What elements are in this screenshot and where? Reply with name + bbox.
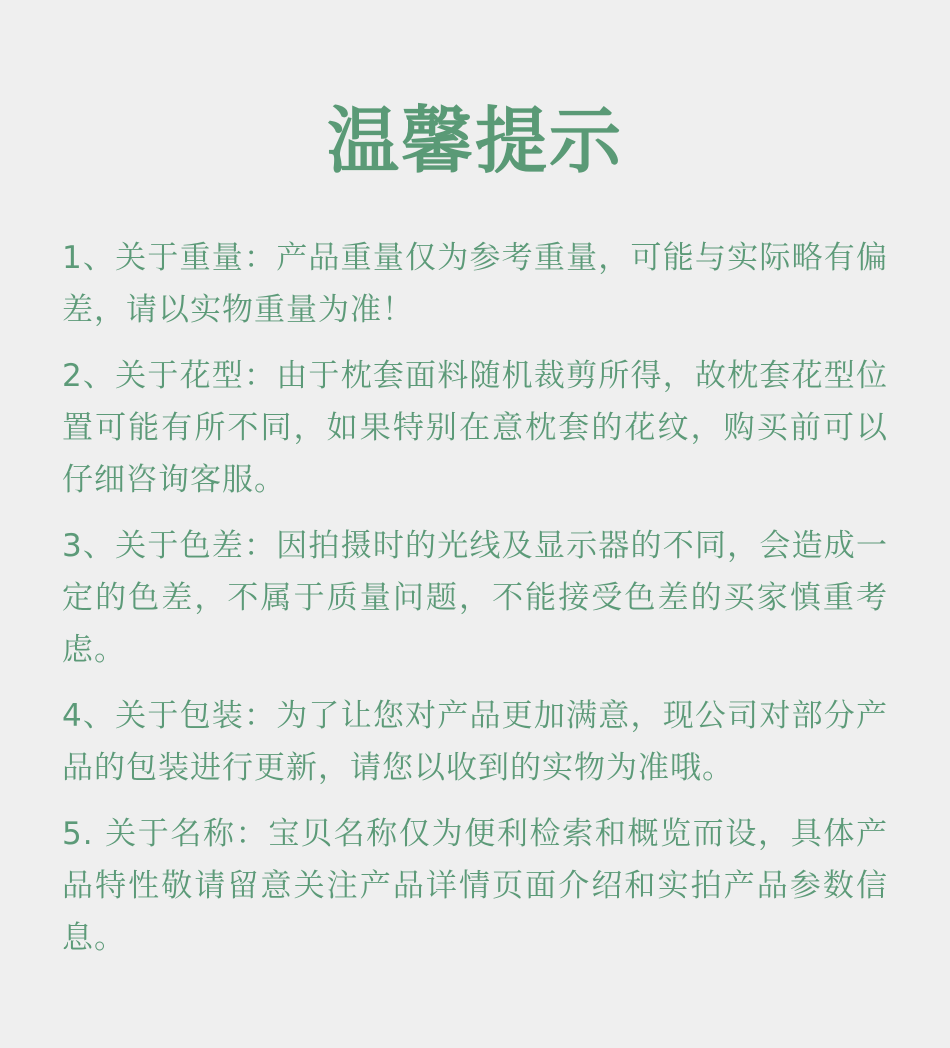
notice-list: [62, 232, 888, 964]
notice-item-color: 3、关于色差：因拍摄时的光线及显示器的不同，会造成一定的色差，不属于质量问题，不能接受色差的买家慎重考虑。: [62, 528, 888, 668]
notice-item-pattern: 2、关于花型：由于枕套面料随机裁剪所得，故枕套花型位置可能有所不同，如果特别在意枕套的花纹，购买前可以仔细咨询客服。: [62, 358, 888, 498]
page-title: 温馨提示: [326, 99, 623, 183]
notice-item-packaging: 4、关于包装：为了让您对产品更加满意，现公司对部分产品的包装进行更新，请您以收到的实物为准哦。: [62, 698, 888, 786]
notice-item-name: 5. 关于名称：宝贝名称仅为便利检索和概览而设，具体产品特性敬请留意关注产品详情页面介绍和实拍产品参数信息。: [62, 816, 888, 956]
notice-item-weight: 1、关于重量：产品重量仅为参考重量，可能与实际略有偏差，请以实物重量为准！: [62, 240, 888, 328]
